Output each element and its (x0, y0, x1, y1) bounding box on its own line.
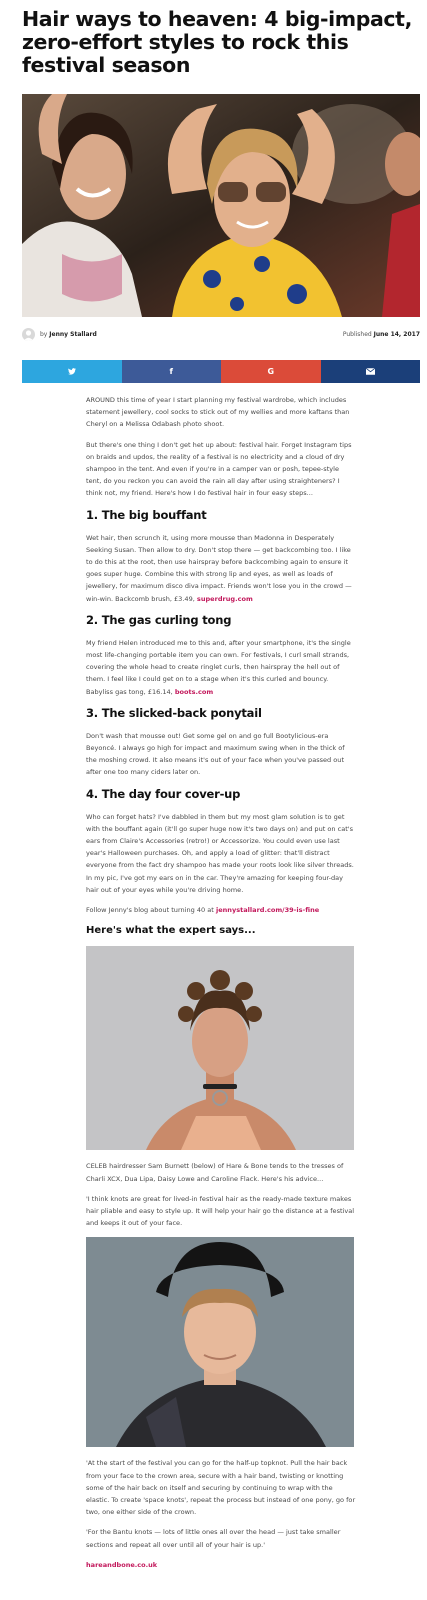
share-google-button[interactable] (221, 360, 321, 383)
headline: Hair ways to heaven: 4 big-impact, zero-effort styles to rock this festival season (22, 7, 412, 77)
avatar (22, 328, 35, 341)
byline-prefix: by (40, 331, 48, 338)
section-heading: 3. The slicked-back ponytail (86, 705, 262, 720)
google-icon: G (267, 367, 275, 376)
share-facebook-button[interactable] (122, 360, 222, 383)
knots-hairstyle-image (86, 946, 354, 1150)
expert-paragraph: CELEB hairdresser Sam Burnett (below) of Hare & Bone tends to the tresses of Charli XCX, Dua Lipa, Daisy Lowe and Caroline Flack. Here's his advice... (86, 1162, 344, 1183)
published-label: Published (342, 331, 372, 338)
email-icon (366, 368, 375, 375)
section-heading: 4. The day four cover-up (86, 786, 241, 801)
follow-paragraph (86, 904, 356, 916)
expert-photo (86, 1237, 354, 1447)
section-text: My friend Helen introduced me to this and, after your smartphone, it's the single most life-changing portable item you can own. For festivals, I curl small strands, covering the whole head to create ringlet curls, then hairspray the hell out of them. I feel like I could get on to a stage when it's this curled and bouncy. Babyliss gas tong, £16.14, (86, 638, 351, 696)
sam-burnett-image (86, 1237, 354, 1447)
intro-paragraph: AROUND this time of year I start planning my festival wardrobe, which includes statement jewellery, cool socks to stick out of my wellies and more kaftans than Cheryl on a Melissa Odabash photo shoot. (86, 396, 350, 429)
section-text: Wet hair, then scrunch it, using more mousse than Madonna in Desperately Seeking Susan. Then allow to dry. Don't stop there — get backcombing too. I like to do this at the root, then use hairspray before backcombing again to ensure it goes super huge. Combine this with strong lip and eyes, as well as loads of jewellery, for maximum disco diva impact. Friends won't lose you in the crowd — win-win. Backcomb brush, £3.49, (86, 533, 352, 603)
hero-festival-crowd-image (22, 94, 420, 317)
share-bar (22, 360, 420, 383)
hero-photo (22, 94, 420, 317)
hareandbone-link[interactable]: hareandbone.co.uk (86, 1560, 158, 1569)
facebook-icon: f (169, 367, 173, 376)
model-photo (86, 946, 354, 1150)
author-line (40, 331, 97, 338)
boots-link[interactable]: boots.com (174, 687, 214, 696)
closing-paragraph: 'For the Bantu knots — lots of little ones all over the head — just take smaller sections and repeat all over until all of your hair is up.' (86, 1528, 341, 1549)
section-heading: 2. The gas curling tong (86, 612, 232, 627)
superdrug-link[interactable]: superdrug.com (196, 594, 253, 603)
publish-date (343, 331, 420, 338)
final-link-paragraph (86, 1559, 356, 1571)
closing-paragraph: 'At the start of the festival you can go for the half-up topknot. Pull the hair back from your face to the crown area, secure with a hair band, twisting or knotting some of the hair back on itself and securing by continuing to wrap with the elastic. To create 'space knots', repeat the process but instead of one pony, go for two, one either side of the crown. (86, 1459, 356, 1517)
expert-heading: Here's what the expert says... (86, 925, 256, 937)
published-date-value: June 14, 2017 (373, 331, 420, 338)
section-body: Who can forget hats? I've dabbled in them but my most glam solution is to get with the bouffant again (it'll go super huge now it's two days on) and put on cat's ears from Claire's Accessories (retro!) or Accessorize. You could even use last year's Halloween purchases. Oh, and apply a load of glitter: that'll distract everyone from the fact dry shampoo has made your roots look like silver threads. In my pic, I've got my ears on in the car. They're amazing for keeping four-day hair out of your eyes while you're driving home. (86, 812, 354, 894)
follow-text: Follow Jenny's blog about turning 40 at (86, 906, 216, 915)
share-email-button[interactable] (321, 360, 421, 383)
share-twitter-button[interactable] (22, 360, 122, 383)
expert-paragraph: 'I think knots are great for lived-in festival hair as the ready-made texture makes hair pliable and easy to style up. It will help your hair go the distance at a festival and keeps it out of your face. (86, 1194, 355, 1228)
twitter-icon (68, 368, 76, 375)
section-body (86, 532, 356, 605)
byline (22, 327, 420, 343)
section-body: Don't wash that mousse out! Get some gel on and go full Bootylicious-era Beyoncé. I always go high for impact and maximum swing when in the thick of the moshing crowd. It also means it's out of your face when you've passed out after one too many ciders later on. (86, 731, 345, 777)
intro-paragraph: But there's one thing I don't get het up about: festival hair. Forget Instagram tips on braids and updos, the reality of a festival is no electricity and a cloud of dry shampoo in the tent. And even if you're in a camper van or posh, tepee-style tent, do you reckon you can avoid the rain all day after using straighteners? I think not, my friend. Here's how I do festival hair in four easy steps... (86, 440, 352, 498)
author-name[interactable]: Jenny Stallard (49, 331, 97, 338)
section-body (86, 637, 356, 698)
section-heading: 1. The big bouffant (86, 507, 207, 522)
blog-link[interactable]: jennystallard.com/39-is-fine (215, 906, 320, 915)
article-body (86, 394, 356, 1579)
